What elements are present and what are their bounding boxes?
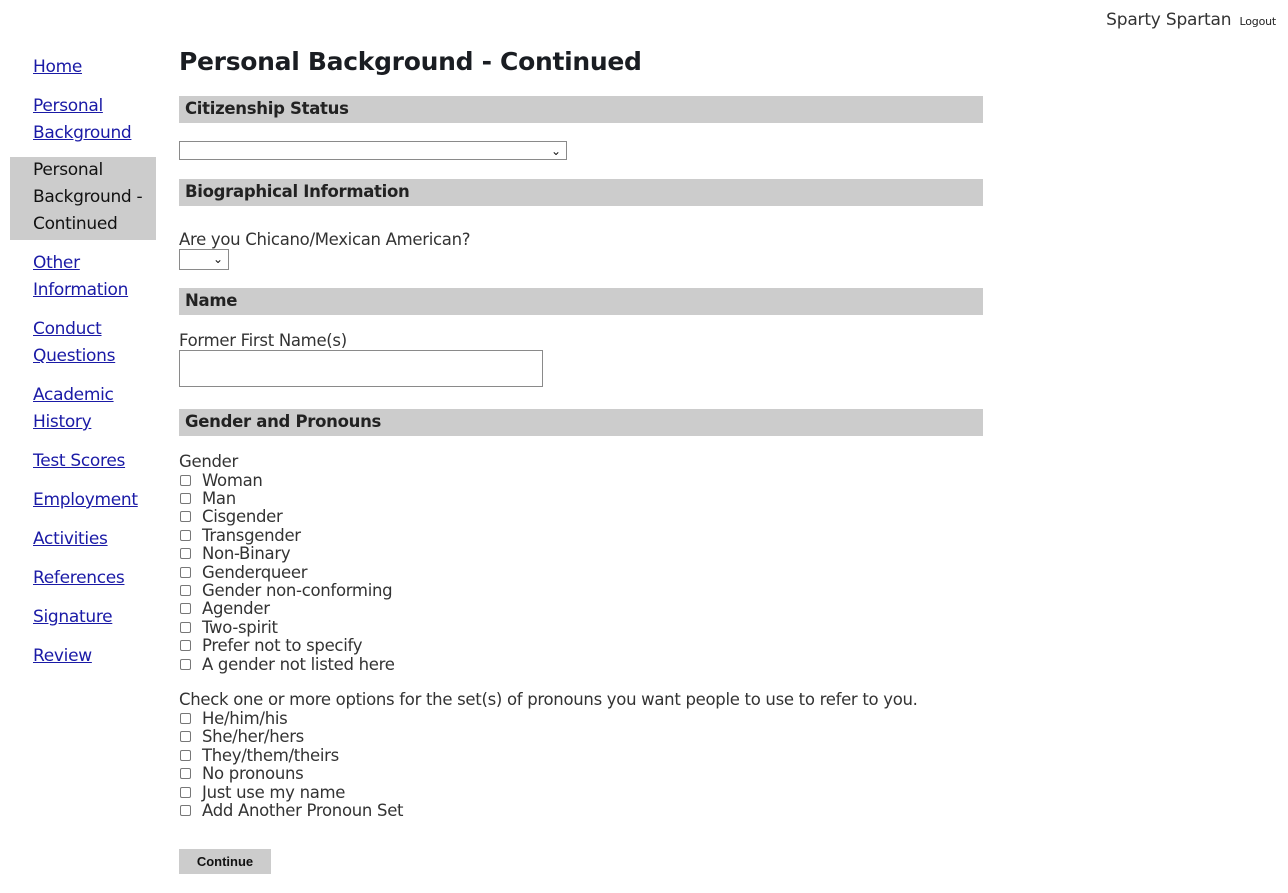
checkbox[interactable] <box>180 493 191 504</box>
section-header-citizenship: Citizenship Status <box>179 96 983 123</box>
option-label: Man <box>202 489 236 509</box>
gender-option-transgender[interactable] <box>179 526 983 544</box>
pronoun-instructions: Check one or more options for the set(s) of pronouns you want people to use to refer to you. <box>179 690 918 710</box>
option-label: Genderqueer <box>202 562 308 582</box>
gender-option-man[interactable] <box>179 489 983 507</box>
option-label: She/her/hers <box>202 727 304 747</box>
sidebar-link[interactable]: Conduct Questions <box>33 319 116 366</box>
checkbox[interactable] <box>180 567 191 578</box>
chevron-down-icon: ⌄ <box>212 252 223 266</box>
pronoun-options <box>179 709 983 819</box>
citizenship-status-select[interactable] <box>179 141 567 160</box>
checkbox[interactable] <box>180 622 191 633</box>
pronoun-option-add-another[interactable] <box>179 801 983 819</box>
checkbox[interactable] <box>180 731 191 742</box>
option-label: Non-Binary <box>202 544 291 564</box>
option-label: Just use my name <box>202 782 346 802</box>
option-label: Gender non-conforming <box>202 581 393 601</box>
sidebar-item-conduct-questions[interactable] <box>10 314 156 372</box>
sidebar-link[interactable]: Review <box>33 646 92 666</box>
option-label: No pronouns <box>202 764 304 784</box>
option-label: Add Another Pronoun Set <box>202 800 404 820</box>
gender-option-woman[interactable] <box>179 471 983 489</box>
sidebar-item-employment[interactable] <box>10 485 156 516</box>
checkbox[interactable] <box>180 659 191 670</box>
checkbox[interactable] <box>180 475 191 486</box>
sidebar-link[interactable]: Academic History <box>33 385 114 432</box>
option-label: They/them/theirs <box>202 745 339 765</box>
checkbox[interactable] <box>180 768 191 779</box>
checkbox[interactable] <box>180 750 191 761</box>
sidebar-item-references[interactable] <box>10 563 156 594</box>
sidebar-item-signature[interactable] <box>10 602 156 633</box>
logout-link[interactable]: Logout <box>1239 15 1276 28</box>
gender-option-two-spirit[interactable] <box>179 618 983 636</box>
chicano-select[interactable] <box>179 249 229 270</box>
sidebar-nav <box>10 52 156 680</box>
section-header-biographical: Biographical Information <box>179 179 983 206</box>
sidebar-link[interactable]: Other Information <box>33 253 129 300</box>
gender-label: Gender <box>179 452 239 471</box>
sidebar-item-activities[interactable] <box>10 524 156 555</box>
sidebar-current-label: Personal Background - Continued <box>33 160 143 234</box>
sidebar-link[interactable]: Home <box>33 57 83 77</box>
section-header-gender-pronouns: Gender and Pronouns <box>179 409 983 436</box>
user-bar <box>1106 10 1276 30</box>
sidebar-item-review[interactable] <box>10 641 156 672</box>
sidebar-link[interactable]: Activities <box>33 529 108 549</box>
pronoun-option-none[interactable] <box>179 764 983 782</box>
option-label: Two-spirit <box>202 617 278 637</box>
gender-option-non-binary[interactable] <box>179 545 983 563</box>
checkbox[interactable] <box>180 511 191 522</box>
checkbox[interactable] <box>180 603 191 614</box>
option-label: Woman <box>202 470 263 490</box>
gender-option-genderqueer[interactable] <box>179 563 983 581</box>
checkbox[interactable] <box>180 713 191 724</box>
sidebar-link[interactable]: Employment <box>33 490 138 510</box>
continue-button[interactable]: Continue <box>179 849 271 874</box>
option-label: Agender <box>202 599 270 619</box>
pronoun-option-he[interactable] <box>179 709 983 727</box>
sidebar-item-test-scores[interactable] <box>10 446 156 477</box>
checkbox[interactable] <box>180 585 191 596</box>
checkbox[interactable] <box>180 787 191 798</box>
sidebar-item-home[interactable] <box>10 52 156 83</box>
checkbox[interactable] <box>180 805 191 816</box>
option-label: Transgender <box>202 525 301 545</box>
option-label: Cisgender <box>202 507 283 527</box>
gender-option-prefer-not[interactable] <box>179 637 983 655</box>
sidebar-link[interactable]: Signature <box>33 607 113 627</box>
option-label: He/him/his <box>202 709 288 728</box>
former-first-name-label: Former First Name(s) <box>179 331 347 350</box>
checkbox[interactable] <box>180 640 191 651</box>
section-header-name: Name <box>179 288 983 315</box>
pronoun-option-name[interactable] <box>179 783 983 801</box>
sidebar-item-academic-history[interactable] <box>10 380 156 438</box>
pronoun-option-she[interactable] <box>179 728 983 746</box>
sidebar-link[interactable]: References <box>33 568 125 588</box>
sidebar-link[interactable]: Test Scores <box>33 451 126 471</box>
checkbox[interactable] <box>180 548 191 559</box>
checkbox[interactable] <box>180 530 191 541</box>
sidebar-link[interactable]: Personal Background <box>33 96 132 143</box>
gender-option-agender[interactable] <box>179 600 983 618</box>
chicano-question-label: Are you Chicano/Mexican American? <box>179 230 471 249</box>
sidebar-item-other-information[interactable] <box>10 248 156 306</box>
gender-option-cisgender[interactable] <box>179 508 983 526</box>
page-title: Personal Background - Continued <box>179 47 642 76</box>
pronoun-option-they[interactable] <box>179 746 983 764</box>
gender-options <box>179 471 983 673</box>
main-content <box>179 45 983 874</box>
option-label: Prefer not to specify <box>202 636 363 656</box>
gender-option-not-listed[interactable] <box>179 655 983 673</box>
gender-option-non-conforming[interactable] <box>179 581 983 599</box>
user-name: Sparty Spartan <box>1106 10 1232 30</box>
sidebar-item-personal-background[interactable] <box>10 91 156 149</box>
former-first-name-input[interactable] <box>179 350 543 387</box>
option-label: A gender not listed here <box>202 654 395 674</box>
chevron-down-icon: ⌄ <box>550 144 561 158</box>
sidebar-item-personal-background-continued <box>10 157 156 240</box>
